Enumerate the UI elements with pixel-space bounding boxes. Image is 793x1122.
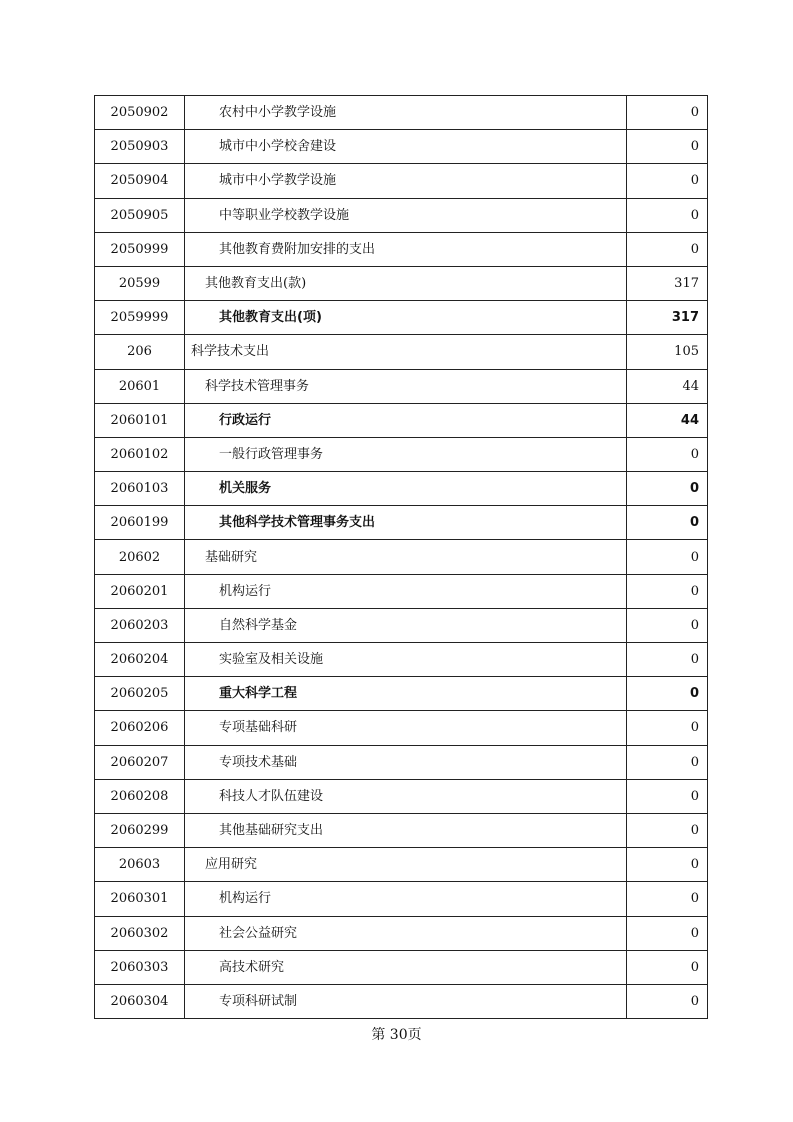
row-code: 2060207 bbox=[95, 745, 185, 779]
row-code: 2060301 bbox=[95, 882, 185, 916]
row-name: 科学技术管理事务 bbox=[185, 369, 627, 403]
row-amount: 105 bbox=[627, 335, 708, 369]
row-code: 2050905 bbox=[95, 198, 185, 232]
table-row bbox=[95, 472, 708, 506]
row-code: 2060204 bbox=[95, 643, 185, 677]
row-amount: 0 bbox=[627, 437, 708, 471]
row-name: 其他基础研究支出 bbox=[185, 813, 627, 847]
row-code: 2060101 bbox=[95, 403, 185, 437]
row-name: 社会公益研究 bbox=[185, 916, 627, 950]
table-row bbox=[95, 745, 708, 779]
table-row bbox=[95, 643, 708, 677]
budget-table-body bbox=[95, 96, 708, 1019]
row-amount: 0 bbox=[627, 574, 708, 608]
row-name: 应用研究 bbox=[185, 848, 627, 882]
row-name: 机构运行 bbox=[185, 574, 627, 608]
row-amount: 0 bbox=[627, 882, 708, 916]
budget-table bbox=[94, 95, 708, 1019]
table-row bbox=[95, 813, 708, 847]
row-amount: 0 bbox=[627, 96, 708, 130]
row-name: 专项技术基础 bbox=[185, 745, 627, 779]
row-amount: 44 bbox=[627, 369, 708, 403]
row-amount: 0 bbox=[627, 745, 708, 779]
row-amount: 317 bbox=[627, 301, 708, 335]
row-amount: 0 bbox=[627, 198, 708, 232]
row-amount: 0 bbox=[627, 540, 708, 574]
row-name: 城市中小学校舍建设 bbox=[185, 130, 627, 164]
row-amount: 0 bbox=[627, 472, 708, 506]
table-row bbox=[95, 369, 708, 403]
row-name: 专项科研试制 bbox=[185, 984, 627, 1018]
row-code: 2060299 bbox=[95, 813, 185, 847]
page-number: 第 30页 bbox=[371, 1027, 422, 1043]
row-code: 20599 bbox=[95, 266, 185, 300]
row-code: 2050999 bbox=[95, 232, 185, 266]
row-amount: 0 bbox=[627, 950, 708, 984]
row-amount: 0 bbox=[627, 916, 708, 950]
row-name: 其他教育支出(款) bbox=[185, 266, 627, 300]
table-row bbox=[95, 779, 708, 813]
row-amount: 44 bbox=[627, 403, 708, 437]
table-row bbox=[95, 403, 708, 437]
table-row bbox=[95, 882, 708, 916]
table-row bbox=[95, 677, 708, 711]
row-name: 高技术研究 bbox=[185, 950, 627, 984]
row-name: 实验室及相关设施 bbox=[185, 643, 627, 677]
row-code: 2050903 bbox=[95, 130, 185, 164]
table-row bbox=[95, 574, 708, 608]
row-amount: 0 bbox=[627, 130, 708, 164]
row-code: 2060206 bbox=[95, 711, 185, 745]
table-row bbox=[95, 506, 708, 540]
row-code: 20603 bbox=[95, 848, 185, 882]
table-row bbox=[95, 950, 708, 984]
table-row bbox=[95, 164, 708, 198]
table-row bbox=[95, 198, 708, 232]
row-amount: 0 bbox=[627, 608, 708, 642]
row-amount: 0 bbox=[627, 779, 708, 813]
row-name: 专项基础科研 bbox=[185, 711, 627, 745]
row-code: 20602 bbox=[95, 540, 185, 574]
table-row bbox=[95, 848, 708, 882]
row-code: 2060103 bbox=[95, 472, 185, 506]
table-row bbox=[95, 916, 708, 950]
table-row bbox=[95, 437, 708, 471]
table-row bbox=[95, 130, 708, 164]
row-amount: 0 bbox=[627, 677, 708, 711]
row-name: 中等职业学校教学设施 bbox=[185, 198, 627, 232]
row-amount: 0 bbox=[627, 506, 708, 540]
row-amount: 0 bbox=[627, 232, 708, 266]
row-name: 行政运行 bbox=[185, 403, 627, 437]
row-code: 2060205 bbox=[95, 677, 185, 711]
table-row bbox=[95, 540, 708, 574]
table-row bbox=[95, 984, 708, 1018]
table-row bbox=[95, 608, 708, 642]
row-code: 2060199 bbox=[95, 506, 185, 540]
row-name: 其他科学技术管理事务支出 bbox=[185, 506, 627, 540]
row-name: 自然科学基金 bbox=[185, 608, 627, 642]
row-amount: 0 bbox=[627, 848, 708, 882]
row-amount: 317 bbox=[627, 266, 708, 300]
row-code: 2060304 bbox=[95, 984, 185, 1018]
row-amount: 0 bbox=[627, 643, 708, 677]
row-code: 2059999 bbox=[95, 301, 185, 335]
row-code: 20601 bbox=[95, 369, 185, 403]
row-name: 一般行政管理事务 bbox=[185, 437, 627, 471]
row-code: 2060102 bbox=[95, 437, 185, 471]
table-row bbox=[95, 301, 708, 335]
row-name: 农村中小学教学设施 bbox=[185, 96, 627, 130]
row-name: 重大科学工程 bbox=[185, 677, 627, 711]
row-name: 城市中小学教学设施 bbox=[185, 164, 627, 198]
row-name: 其他教育支出(项) bbox=[185, 301, 627, 335]
row-code: 206 bbox=[95, 335, 185, 369]
row-name: 科技人才队伍建设 bbox=[185, 779, 627, 813]
row-name: 其他教育费附加安排的支出 bbox=[185, 232, 627, 266]
table-row bbox=[95, 96, 708, 130]
row-name: 科学技术支出 bbox=[185, 335, 627, 369]
row-code: 2050902 bbox=[95, 96, 185, 130]
row-name: 基础研究 bbox=[185, 540, 627, 574]
table-row bbox=[95, 232, 708, 266]
row-name: 机构运行 bbox=[185, 882, 627, 916]
row-code: 2060208 bbox=[95, 779, 185, 813]
table-row bbox=[95, 711, 708, 745]
row-code: 2060203 bbox=[95, 608, 185, 642]
row-code: 2060302 bbox=[95, 916, 185, 950]
row-amount: 0 bbox=[627, 164, 708, 198]
row-amount: 0 bbox=[627, 984, 708, 1018]
table-row bbox=[95, 266, 708, 300]
table-row bbox=[95, 335, 708, 369]
row-name: 机关服务 bbox=[185, 472, 627, 506]
row-code: 2050904 bbox=[95, 164, 185, 198]
row-amount: 0 bbox=[627, 711, 708, 745]
row-code: 2060201 bbox=[95, 574, 185, 608]
row-code: 2060303 bbox=[95, 950, 185, 984]
row-amount: 0 bbox=[627, 813, 708, 847]
